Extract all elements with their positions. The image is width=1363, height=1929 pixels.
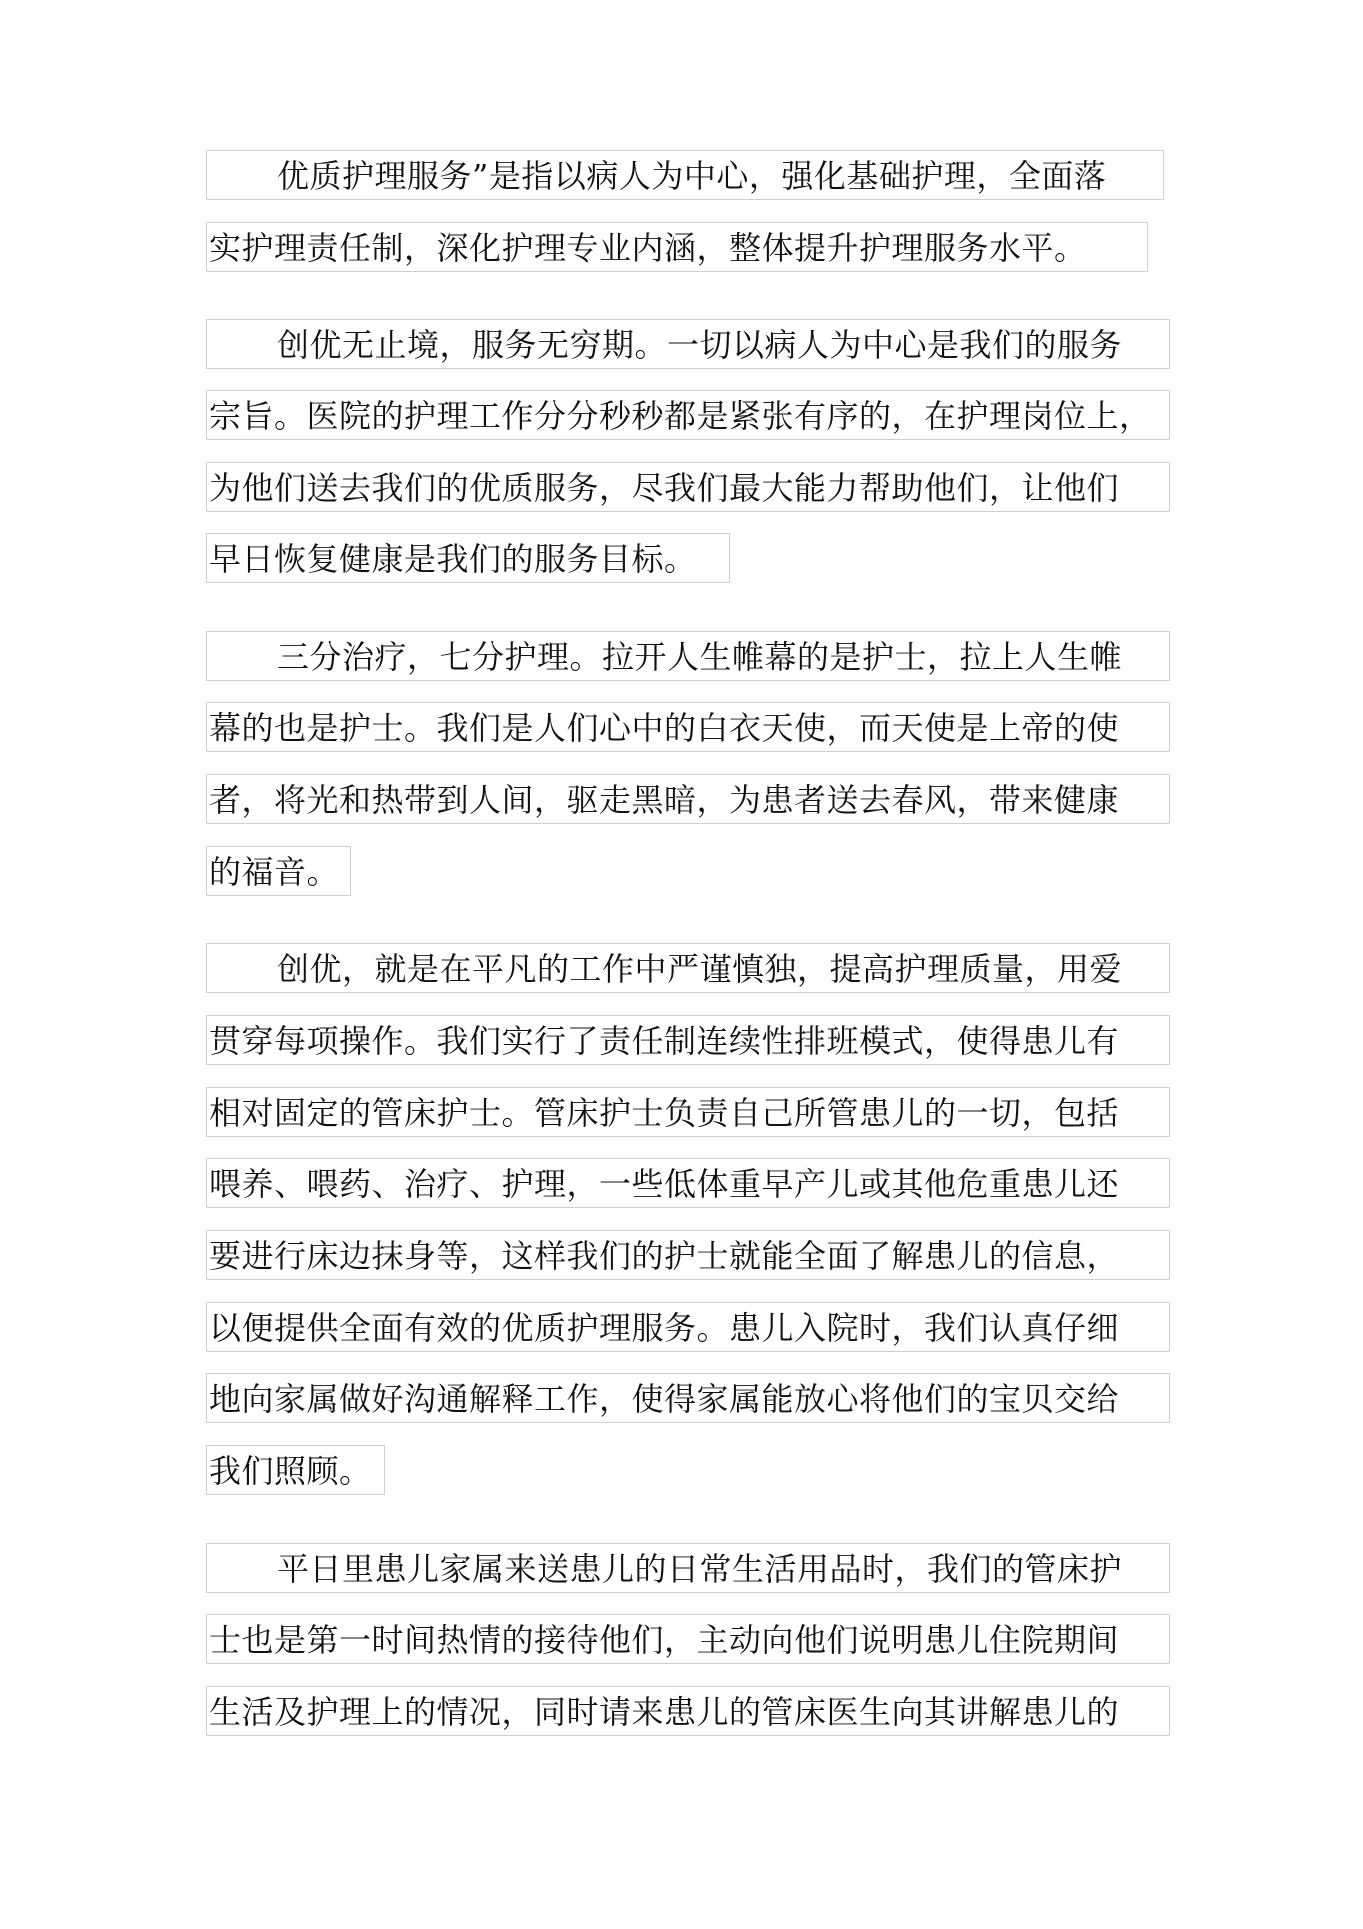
text-line: 平日里患儿家属来送患儿的日常生活用品时，我们的管床护 <box>206 1543 1170 1593</box>
text-line: 三分治疗，七分护理。拉开人生帷幕的是护士，拉上人生帷 <box>206 631 1170 681</box>
text-line: 地向家属做好沟通解释工作，使得家属能放心将他们的宝贝交给 <box>206 1373 1170 1423</box>
text-line: 生活及护理上的情况，同时请来患儿的管床医生向其讲解患儿的 <box>206 1686 1170 1736</box>
text-line: 喂养、喂药、治疗、护理，一些低体重早产儿或其他危重患儿还 <box>206 1158 1170 1208</box>
text-line: 宗旨。医院的护理工作分分秒秒都是紧张有序的，在护理岗位上， <box>206 390 1170 440</box>
text-line: 优质护理服务”是指以病人为中心，强化基础护理，全面落 <box>206 150 1164 200</box>
text-line: 相对固定的管床护士。管床护士负责自己所管患儿的一切，包括 <box>206 1087 1170 1137</box>
text-line: 士也是第一时间热情的接待他们，主动向他们说明患儿住院期间 <box>206 1614 1170 1664</box>
text-line: 以便提供全面有效的优质护理服务。患儿入院时，我们认真仔细 <box>206 1302 1170 1352</box>
text-line: 的福音。 <box>206 846 351 896</box>
text-line: 早日恢复健康是我们的服务目标。 <box>206 533 730 583</box>
text-line: 要进行床边抹身等，这样我们的护士就能全面了解患儿的信息， <box>206 1230 1170 1280</box>
text-line: 创优，就是在平凡的工作中严谨慎独，提高护理质量，用爱 <box>206 943 1170 993</box>
text-line: 幕的也是护士。我们是人们心中的白衣天使，而天使是上帝的使 <box>206 702 1170 752</box>
text-line: 创优无止境，服务无穷期。一切以病人为中心是我们的服务 <box>206 319 1170 369</box>
text-line: 贯穿每项操作。我们实行了责任制连续性排班模式，使得患儿有 <box>206 1015 1170 1065</box>
text-line: 实护理责任制，深化护理专业内涵，整体提升护理服务水平。 <box>206 222 1148 272</box>
text-line: 为他们送去我们的优质服务，尽我们最大能力帮助他们，让他们 <box>206 462 1170 512</box>
text-line: 我们照顾。 <box>206 1445 385 1495</box>
text-line: 者，将光和热带到人间，驱走黑暗，为患者送去春风，带来健康 <box>206 774 1170 824</box>
